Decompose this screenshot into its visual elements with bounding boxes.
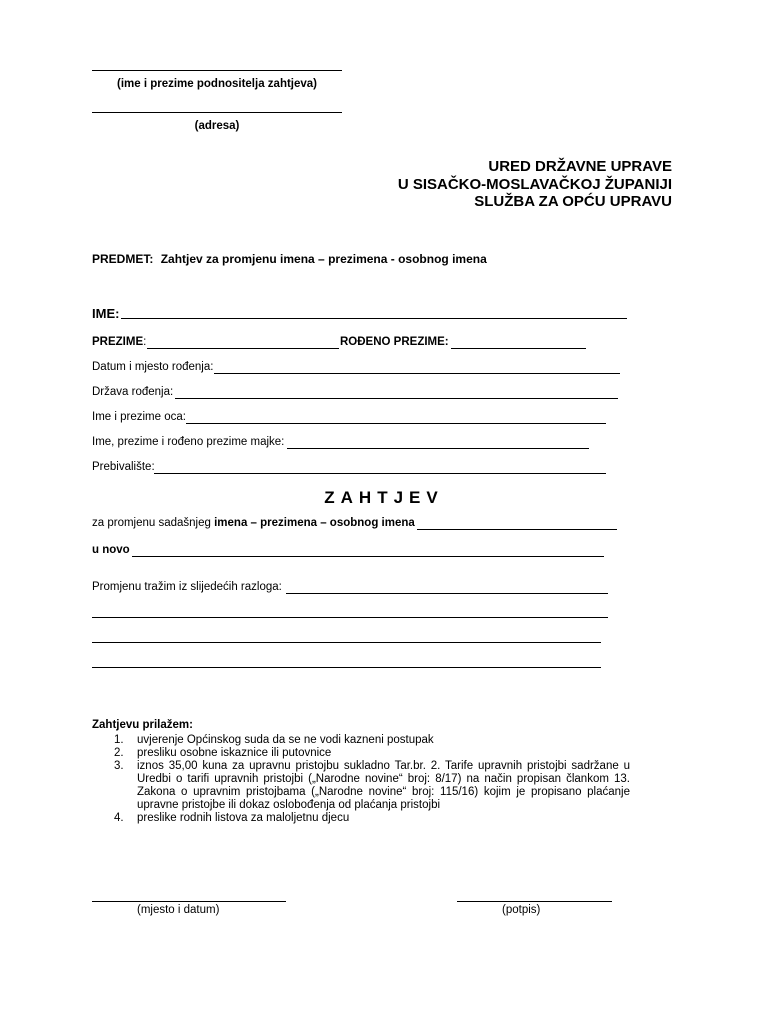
field-ime-label: IME: [92, 306, 120, 321]
reason-input-3[interactable] [92, 642, 601, 643]
field-rodjeno-prezime-input[interactable] [451, 348, 586, 349]
list-item: 1. uvjerenje Općinskog suda da se ne vodi kazneni postupak [114, 734, 434, 746]
field-otac-input[interactable] [186, 423, 606, 424]
applicant-address-line[interactable] [92, 112, 342, 113]
u-novo-input[interactable] [132, 556, 604, 557]
recipient-line-3: SLUŽBA ZA OPĆU UPRAVU [474, 193, 672, 210]
field-prebivaliste-label: Prebivalište: [92, 461, 155, 473]
field-otac-label: Ime i prezime oca: [92, 411, 186, 423]
subject-line [92, 253, 487, 265]
field-rodjeno-prezime-label: ROĐENO PREZIME: [340, 336, 449, 348]
attachments-list [92, 734, 630, 825]
field-prebivaliste-input[interactable] [154, 473, 606, 474]
field-datum-mjesto-label: Datum i mjesto rođenja: [92, 361, 214, 373]
applicant-address-label: (adresa) [194, 120, 240, 132]
place-date-label: (mjesto i datum) [137, 904, 220, 916]
attachments-heading: Zahtjevu prilažem: [92, 719, 193, 731]
reason-input-2[interactable] [92, 617, 608, 618]
field-drzava-input[interactable] [175, 398, 618, 399]
field-majka-input[interactable] [287, 448, 589, 449]
applicant-name-line[interactable] [92, 70, 342, 71]
request-line [92, 518, 415, 530]
u-novo-label: u novo [92, 544, 130, 556]
signature-label: (potpis) [502, 904, 541, 916]
subject-text: Zahtjev za promjenu imena – prezimena - osobnog imena [160, 252, 487, 266]
request-prefix: za promjenu sadašnjeg [92, 517, 215, 529]
field-majka-label: Ime, prezime i rođeno prezime majke: [92, 436, 285, 448]
list-item: 3. iznos 35,00 kuna za upravnu pristojbu sukladno Tar.br. 2. Tarife upravnih pristojbi sadržane u Uredbi o tarifi upravnih pristojbi („Narodne novine“ broj: 8/17) na način propisan člankom 13. Zakona o upravnim pristojbama („Narodne novine“ broj: 115/16) kojim je propisano plaćanje upravne pristojbe ili dokaz oslobođenja od plaćanja pristojbi [114, 760, 630, 811]
request-bold: imena – prezimena – osobnog imena [214, 517, 415, 529]
field-drzava-label: Država rođenja: [92, 386, 174, 398]
recipient-line-2: U SISAČKO-MOSLAVAČKOJ ŽUPANIJI [397, 176, 672, 193]
subject-label: PREDMET: [92, 252, 154, 266]
applicant-name-label: (ime i prezime podnositelja zahtjeva) [116, 78, 318, 90]
signature-line[interactable] [457, 901, 612, 902]
list-item: 4. preslike rodnih listova za maloljetnu djecu [114, 812, 350, 824]
list-item: 2. presliku osobne iskaznice ili putovnice [114, 747, 332, 759]
reason-input-4[interactable] [92, 667, 601, 668]
reason-input-1[interactable] [286, 593, 608, 594]
recipient-line-1: URED DRŽAVNE UPRAVE [488, 158, 672, 175]
reason-label: Promjenu tražim iz slijedećih razloga: [92, 581, 282, 593]
field-datum-mjesto-input[interactable] [214, 373, 620, 374]
field-prezime-input[interactable] [147, 348, 339, 349]
place-date-line[interactable] [92, 901, 286, 902]
field-prezime-label: PREZIME: [92, 336, 147, 348]
field-ime-input[interactable] [121, 318, 627, 319]
page-title: ZAHTJEV [324, 488, 444, 507]
request-current-input[interactable] [417, 529, 617, 530]
